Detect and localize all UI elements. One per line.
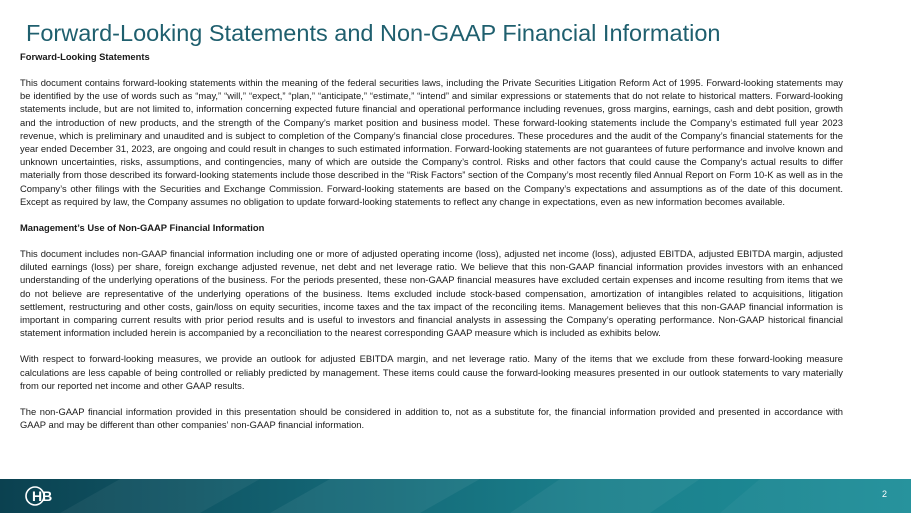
page-number: 2 bbox=[881, 489, 887, 499]
page-title: Forward-Looking Statements and Non-GAAP Financial Information bbox=[26, 20, 721, 46]
main-content bbox=[20, 50, 843, 431]
non-gaap-paragraph-1: This document includes non-GAAP financial information including one or more of adjusted operating income (loss), adjusted net income (loss), adjusted EBITDA, adjusted EBITDA margin, adjusted diluted earnings (loss) per share, foreign exchange adjusted revenue, net debt and net leverage ratio. We believe that this non-GAAP financial information provides investors with an enhanced understanding of the underlying operations of the business. For the periods presented, these non-GAAP financial measures have excluded certain expenses and income resulting from items that we do not believe are representative of the underlying operations of the business. Items excluded include stock-based compensation, amortization of intangibles related to acquisitions, litigation settlement, restructuring and other costs, gain/loss on equity securities, income taxes and the tax impact of the reconciling items. Management believes that this non-GAAP financial information is important in comparing current results with prior period results and is useful to investors and financial analysts in assessing the Company’s operating performance. Non-GAAP historical financial statement information included herein is accompanied by a reconciliation to the nearest corresponding GAAP measure which is included as exhibits below. bbox=[20, 248, 843, 339]
forward-looking-paragraph: This document contains forward-looking statements within the meaning of the federal securities laws, including the Private Securities Litigation Reform Act of 1995. Forward-looking statements may be identified by the use of words such as “may,” “will,” “expect,” “plan,” “anticipate,” “estimate,” “intend” and similar expressions or statements that do not relate to historical matters. Forward-looking statements include, but are not limited to, information concerning expected future financial and operational performance including revenues, gross margins, earnings, cash and debt position, growth and the introduction of new products, and the strength of the Company’s market position and business model. These forward-looking statements include the Company’s estimated full year 2023 revenue, which is preliminary and unaudited and is subject to completion of the Company’s financial close procedures. These procedures and the audit of the Company’s financial statements for the year ended December 31, 2023, are ongoing and could result in changes to such estimated information. Forward-looking statements are not guarantees of future performance and involve known and unknown uncertainties, risks, assumptions, and contingencies, many of which are outside the Company’s control. Risks and other factors that could cause the Company’s actual results to differ materially from those described its forward-looking statements include those described in the “Risk Factors” section of the Company’s most recently filed Annual Report on Form 10-K as well as in the Company’s other filings with the Securities and Exchange Commission. Forward-looking statements are based on the Company’s expectations and assumptions as of the date of this document. Except as required by law, the Company assumes no obligation to update forward-looking statements to reflect any change in expectations, even as new information becomes available. bbox=[20, 77, 843, 207]
section-heading-non-gaap: Management’s Use of Non-GAAP Financial Information bbox=[20, 222, 265, 234]
footer-decoration bbox=[0, 479, 911, 513]
logo-text: HB bbox=[32, 488, 53, 504]
section-heading-forward-looking: Forward-Looking Statements bbox=[20, 51, 150, 62]
non-gaap-paragraph-2: With respect to forward-looking measures, we provide an outlook for adjusted EBITDA margin, and net leverage ratio. Many of the items that we exclude from these forward-looking measure calculations are less capable of being controlled or reliably predicted by management. These items could cause the forward-looking measures presented in our outlook statements to vary materially from our reported net income and other GAAP results. bbox=[20, 353, 843, 391]
footer-bar bbox=[0, 479, 911, 513]
non-gaap-paragraph-3: The non-GAAP financial information provided in this presentation should be considered in addition to, not as a substitute for, the financial information provided and presented in accordance with GAAP and may be different than other companies’ non-GAAP financial information. bbox=[20, 406, 843, 431]
company-logo bbox=[25, 486, 55, 511]
